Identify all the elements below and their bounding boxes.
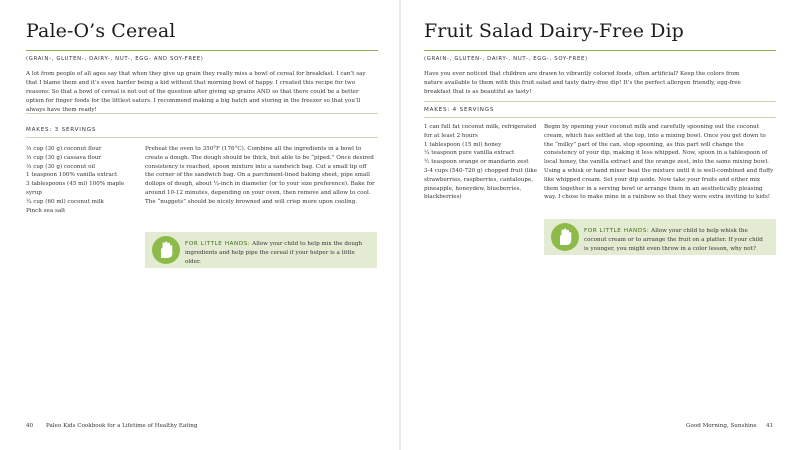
ingredient-item: ⅓ cup (30 g) coconut oil <box>26 163 96 170</box>
ingredient-item: 1 teaspoon 100% vanilla extract <box>26 172 118 179</box>
ingredient-item: 3-4 cups (540-720 g) chopped fruit (like strawberries, raspberries, cantaloupe, pineapple, honeydew, blueberries, blackberries) <box>424 167 538 201</box>
tip-box <box>145 232 377 268</box>
dietary-tags: (GRAIN-, GLUTEN-, DAIRY-, NUT-, EGG-, SOY-FREE) <box>424 56 588 62</box>
recipe-directions: Preheat the oven to 350°F (176°C). Combine all the ingredients in a bowl to create a dough. The dough should be thick, but able to be “piped.” Once desired consistency is reached, spoon mixture into a sandwich bag. Cut a small tip off the corner of the sandwich bag. On a parchment-lined baking sheet, pipe small dollops of dough, about ¼-inch in diameter (or to your size preference). Bake for around 10-12 minutes, depending on your oven, then remove and allow to cool. The “nuggets” should be nicely browned and will crisp more upon cooling. <box>145 146 375 205</box>
running-footer: Good Morning, Sunshine <box>686 423 757 429</box>
tip-body: Allow your child to help mix the dough ingredients and help pipe the cereal if your helper is a little older. <box>185 241 363 265</box>
right-page <box>400 0 800 450</box>
ingredient-item: Pinch sea salt <box>26 207 66 214</box>
tip-body: Allow your child to help whisk the coconut cream or to arrange the fruit on a platter. If your child is younger, you might even throw in a color lesson, why not? <box>584 228 763 252</box>
servings-label: MAKES: 3 SERVINGS <box>26 127 97 133</box>
recipe-title: Pale-O’s Cereal <box>26 20 176 42</box>
ingredient-item: 3 tablespoons (45 ml) 100% maple syrup <box>26 181 125 196</box>
hand-icon <box>551 223 579 251</box>
recipe-directions: Begin by opening your coconut milk and carefully spooning out the coconut cream, which has settled at the top, into a mixing bowl. Once you get down to the “milky” part of the can, stop spooning, as this part will change the consistency of your dip, making it less whipped. Now, spoon in a tablespoon of local honey, the vanilla extract and the orange zest, into the same mixing bowl. Using a whisk or hand mixer beat the mixture until it is well-combined and fluffy like whipped cream. Set your dip aside. Now take your fruits and either mix them together in a serving bowl or arrange them in an aesthetically pleasing way. I chose to make mine in a rainbow so that they were extra inviting to kids! <box>544 124 774 201</box>
tip-text <box>185 240 370 267</box>
recipe-title: Fruit Salad Dairy-Free Dip <box>424 20 684 42</box>
title-rule <box>424 50 776 51</box>
ingredient-item: ⅓ cup (30 g) cassava flour <box>26 154 102 161</box>
servings-label: MAKES: 4 SERVINGS <box>424 107 495 113</box>
tip-box <box>544 219 776 255</box>
recipe-intro: Have you ever noticed that children are drawn to vibrantly colored foods, often artificial? Keep the colors from nature available to them with this fruit salad and tasty dairy-free dip! It’s the perfect allergen friendly, egg-free breakfast that is as beautiful as tasty! <box>424 71 741 96</box>
running-footer: Paleo Kids Cookbook for a Lifetime of Healthy Eating <box>46 423 198 429</box>
ingredients-list <box>424 123 539 202</box>
section-rule <box>424 101 776 102</box>
page-number: 41 <box>766 423 774 429</box>
page-number: 40 <box>26 423 34 429</box>
section-rule <box>26 113 378 114</box>
dietary-tags: (GRAIN-, GLUTEN-, DAIRY-, NUT-, EGG- AND SOY-FREE) <box>26 56 204 62</box>
ingredient-item: 1 tablespoon (15 ml) honey <box>424 141 502 148</box>
recipe-intro: A lot from people of all ages say that when they give up grain they really miss a bowl of cereal for breakfast. I can’t say that I blame them and it’s even harder being a kid without that morning bowl of happy. I created this recipe for two reasons: So that a bowl of cereal is not out of the question after giving up grains AND so that there could be a better option for finger foods for the littlest eaters. I recommend making a big batch and storing in the freezer so that you’ll always have them ready! <box>26 71 366 114</box>
title-rule <box>26 50 378 51</box>
ingredient-item: ⅓ cup (30 g) coconut flour <box>26 146 102 152</box>
ingredient-item: ¼ teaspoon pure vanilla extract <box>424 150 515 157</box>
ingredient-item: 1 can full fat coconut milk, refrigerated for at least 2 hours <box>424 124 537 139</box>
ingredient-item: ¼ cup (60 ml) coconut milk <box>26 198 104 205</box>
hand-icon <box>152 236 180 264</box>
tip-label: FOR LITTLE HANDS: <box>185 241 251 247</box>
section-rule <box>424 117 776 118</box>
tip-label: FOR LITTLE HANDS: <box>584 228 650 234</box>
ingredients-list <box>26 145 141 215</box>
section-rule <box>26 137 378 138</box>
ingredient-item: ½ teaspoon orange or mandarin zest <box>424 159 529 166</box>
tip-text <box>584 227 769 254</box>
